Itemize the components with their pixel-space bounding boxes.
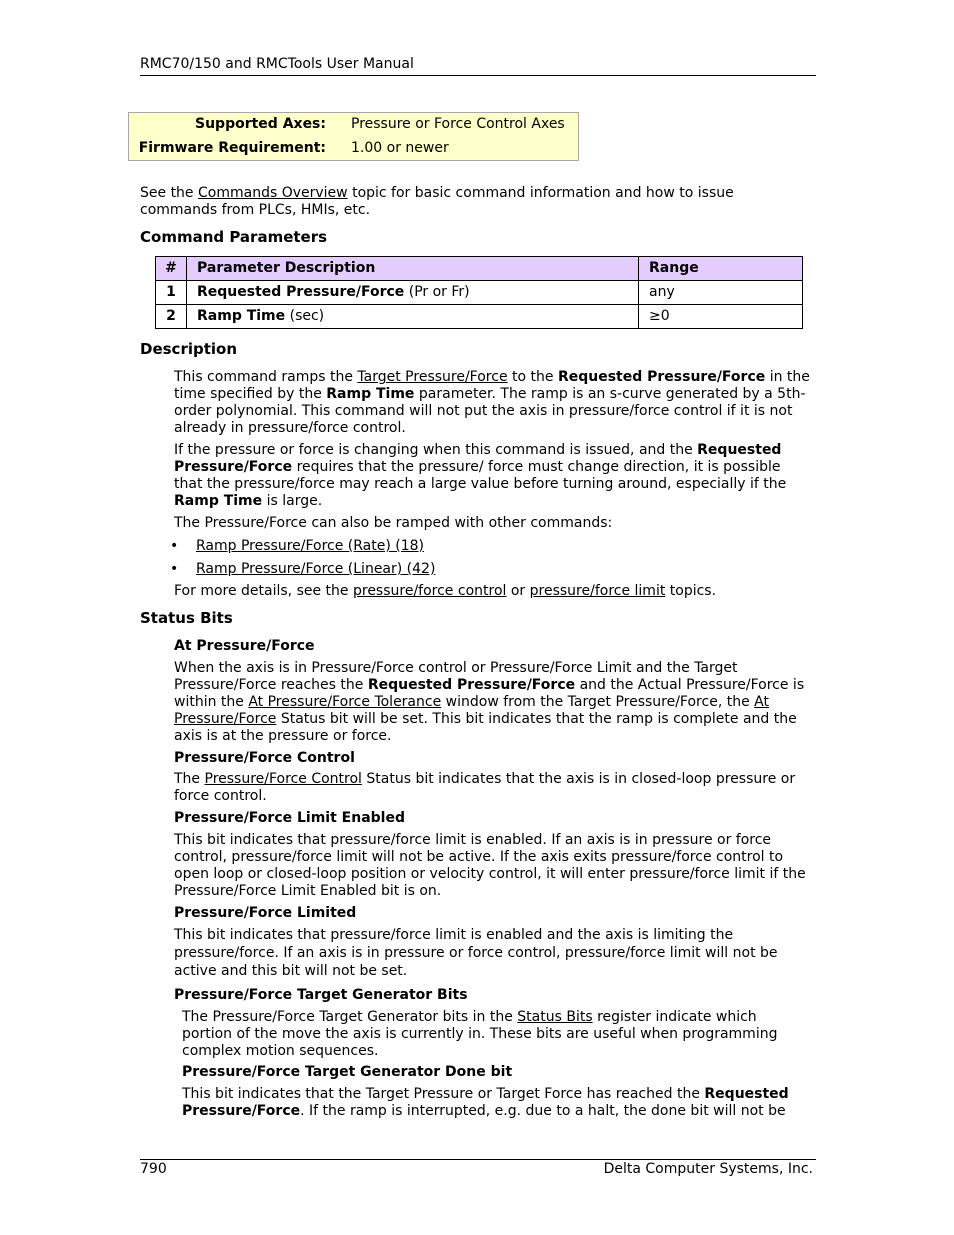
list-item	[169, 538, 435, 561]
description-paragraph-3: The Pressure/Force can also be ramped with other commands:	[174, 515, 613, 531]
pressure-force-control-title: Pressure/Force Control	[174, 750, 355, 766]
commands-overview-link[interactable]: Commands Overview	[198, 185, 348, 201]
at-pressure-force-link[interactable]: At Pressure/Force	[174, 694, 769, 727]
col-number-header: #	[156, 257, 187, 281]
target-generator-bits-text: The Pressure/Force Target Generator bits in the Status Bits register indicate which portion of the move the axis is currently in. These bits are useful when programming complex motion sequences.	[182, 1009, 778, 1059]
list-item	[169, 561, 435, 584]
param-number: 1	[156, 281, 187, 305]
description-paragraph-4: For more details, see the pressure/force control or pressure/force limit topics.	[174, 583, 717, 599]
firmware-requirement-value: 1.00 or newer	[351, 140, 449, 156]
table-row	[156, 281, 803, 305]
param-range: ≥0	[639, 305, 803, 329]
pressure-force-limit-link[interactable]: pressure/force limit	[529, 583, 666, 599]
pressure-force-control-bit-link[interactable]: Pressure/Force Control	[204, 771, 362, 787]
status-bits-link[interactable]: Status Bits	[517, 1009, 593, 1025]
pressure-force-control-text: The Pressure/Force Control Status bit indicates that the axis is in closed-loop pressure or force control.	[174, 771, 796, 804]
intro-paragraph: See the Commands Overview topic for basic command information and how to issue commands from PLCs, HMIs, etc.	[140, 185, 734, 218]
supported-axes-box	[128, 112, 579, 161]
firmware-requirement-label: Firmware Requirement:	[138, 140, 326, 156]
param-description: Ramp Time (sec)	[187, 305, 639, 329]
command-parameters-heading: Command Parameters	[140, 228, 328, 246]
target-generator-done-text: This bit indicates that the Target Pressure or Target Force has reached the Requested Pressure/Force. If the ramp is interrupted, e.g. due to a halt, the done bit will not be	[182, 1086, 789, 1119]
supported-axes-value: Pressure or Force Control Axes	[351, 116, 565, 132]
target-generator-done-title: Pressure/Force Target Generator Done bit	[182, 1064, 513, 1080]
description-heading: Description	[140, 340, 238, 358]
target-pressure-force-link[interactable]: Target Pressure/Force	[357, 369, 508, 385]
footer-divider	[140, 1159, 816, 1160]
supported-axes-label: Supported Axes:	[195, 116, 326, 132]
description-paragraph-2: If the pressure or force is changing when this command is issued, and the Requested Pressure/Force requires that the pressure/ force must change direction, it is possible that the pressure/force may reach a large value before turning around, especially if the Ramp Time is large.	[174, 442, 787, 509]
status-bits-heading: Status Bits	[140, 609, 233, 627]
command-parameters-table	[155, 256, 803, 329]
pressure-force-limit-enabled-text: This bit indicates that pressure/force limit is enabled. If an axis is in pressure or force control, pressure/force limit will not be active. If the axis exits pressure/force control to open loop or closed-loop position or velocity control, it will enter pressure/force limit if the Pressure/Force Limit Enabled bit is on.	[174, 832, 806, 899]
page-number: 790	[140, 1161, 167, 1177]
target-generator-bits-title: Pressure/Force Target Generator Bits	[174, 987, 468, 1003]
at-pressure-force-title: At Pressure/Force	[174, 638, 315, 654]
table-header-row	[156, 257, 803, 281]
col-description-header: Parameter Description	[187, 257, 639, 281]
table-row	[156, 305, 803, 329]
pressure-force-limit-enabled-title: Pressure/Force Limit Enabled	[174, 810, 405, 826]
related-commands-list	[169, 538, 435, 584]
at-pressure-force-tolerance-link[interactable]: At Pressure/Force Tolerance	[248, 694, 442, 710]
footer-company: Delta Computer Systems, Inc.	[603, 1161, 813, 1177]
param-range: any	[639, 281, 803, 305]
col-range-header: Range	[639, 257, 803, 281]
ramp-rate-link[interactable]: Ramp Pressure/Force (Rate) (18)	[196, 538, 425, 554]
at-pressure-force-text: When the axis is in Pressure/Force control or Pressure/Force Limit and the Target Pressure/Force reaches the Requested Pressure/Force and the Actual Pressure/Force is within the At Pressure/Force Tolerance window from the Target Pressure/Force, the At Pressure/Force Status bit will be set. This bit indicates that the ramp is complete and the axis is at the pressure or force.	[174, 660, 805, 744]
pressure-force-limited-title: Pressure/Force Limited	[174, 905, 357, 921]
ramp-linear-link[interactable]: Ramp Pressure/Force (Linear) (42)	[196, 561, 436, 577]
param-number: 2	[156, 305, 187, 329]
pressure-force-control-link[interactable]: pressure/force control	[352, 583, 507, 599]
description-paragraph-1: This command ramps the Target Pressure/Force to the Requested Pressure/Force in the time specified by the Ramp Time parameter. The ramp is an s-curve generated by a 5th-order polynomial. This command will not put the axis in pressure/force control if it is not already in pressure/force control.	[174, 369, 810, 436]
pressure-force-limited-text: This bit indicates that pressure/force limit is enabled and the axis is limiting the pressure/force. If an axis is in pressure or force control, pressure/force limit will not be active and this bit will not be set.	[174, 927, 778, 979]
param-description: Requested Pressure/Force (Pr or Fr)	[187, 281, 639, 305]
page-header-title: RMC70/150 and RMCTools User Manual	[140, 56, 414, 72]
header-divider	[140, 75, 816, 76]
